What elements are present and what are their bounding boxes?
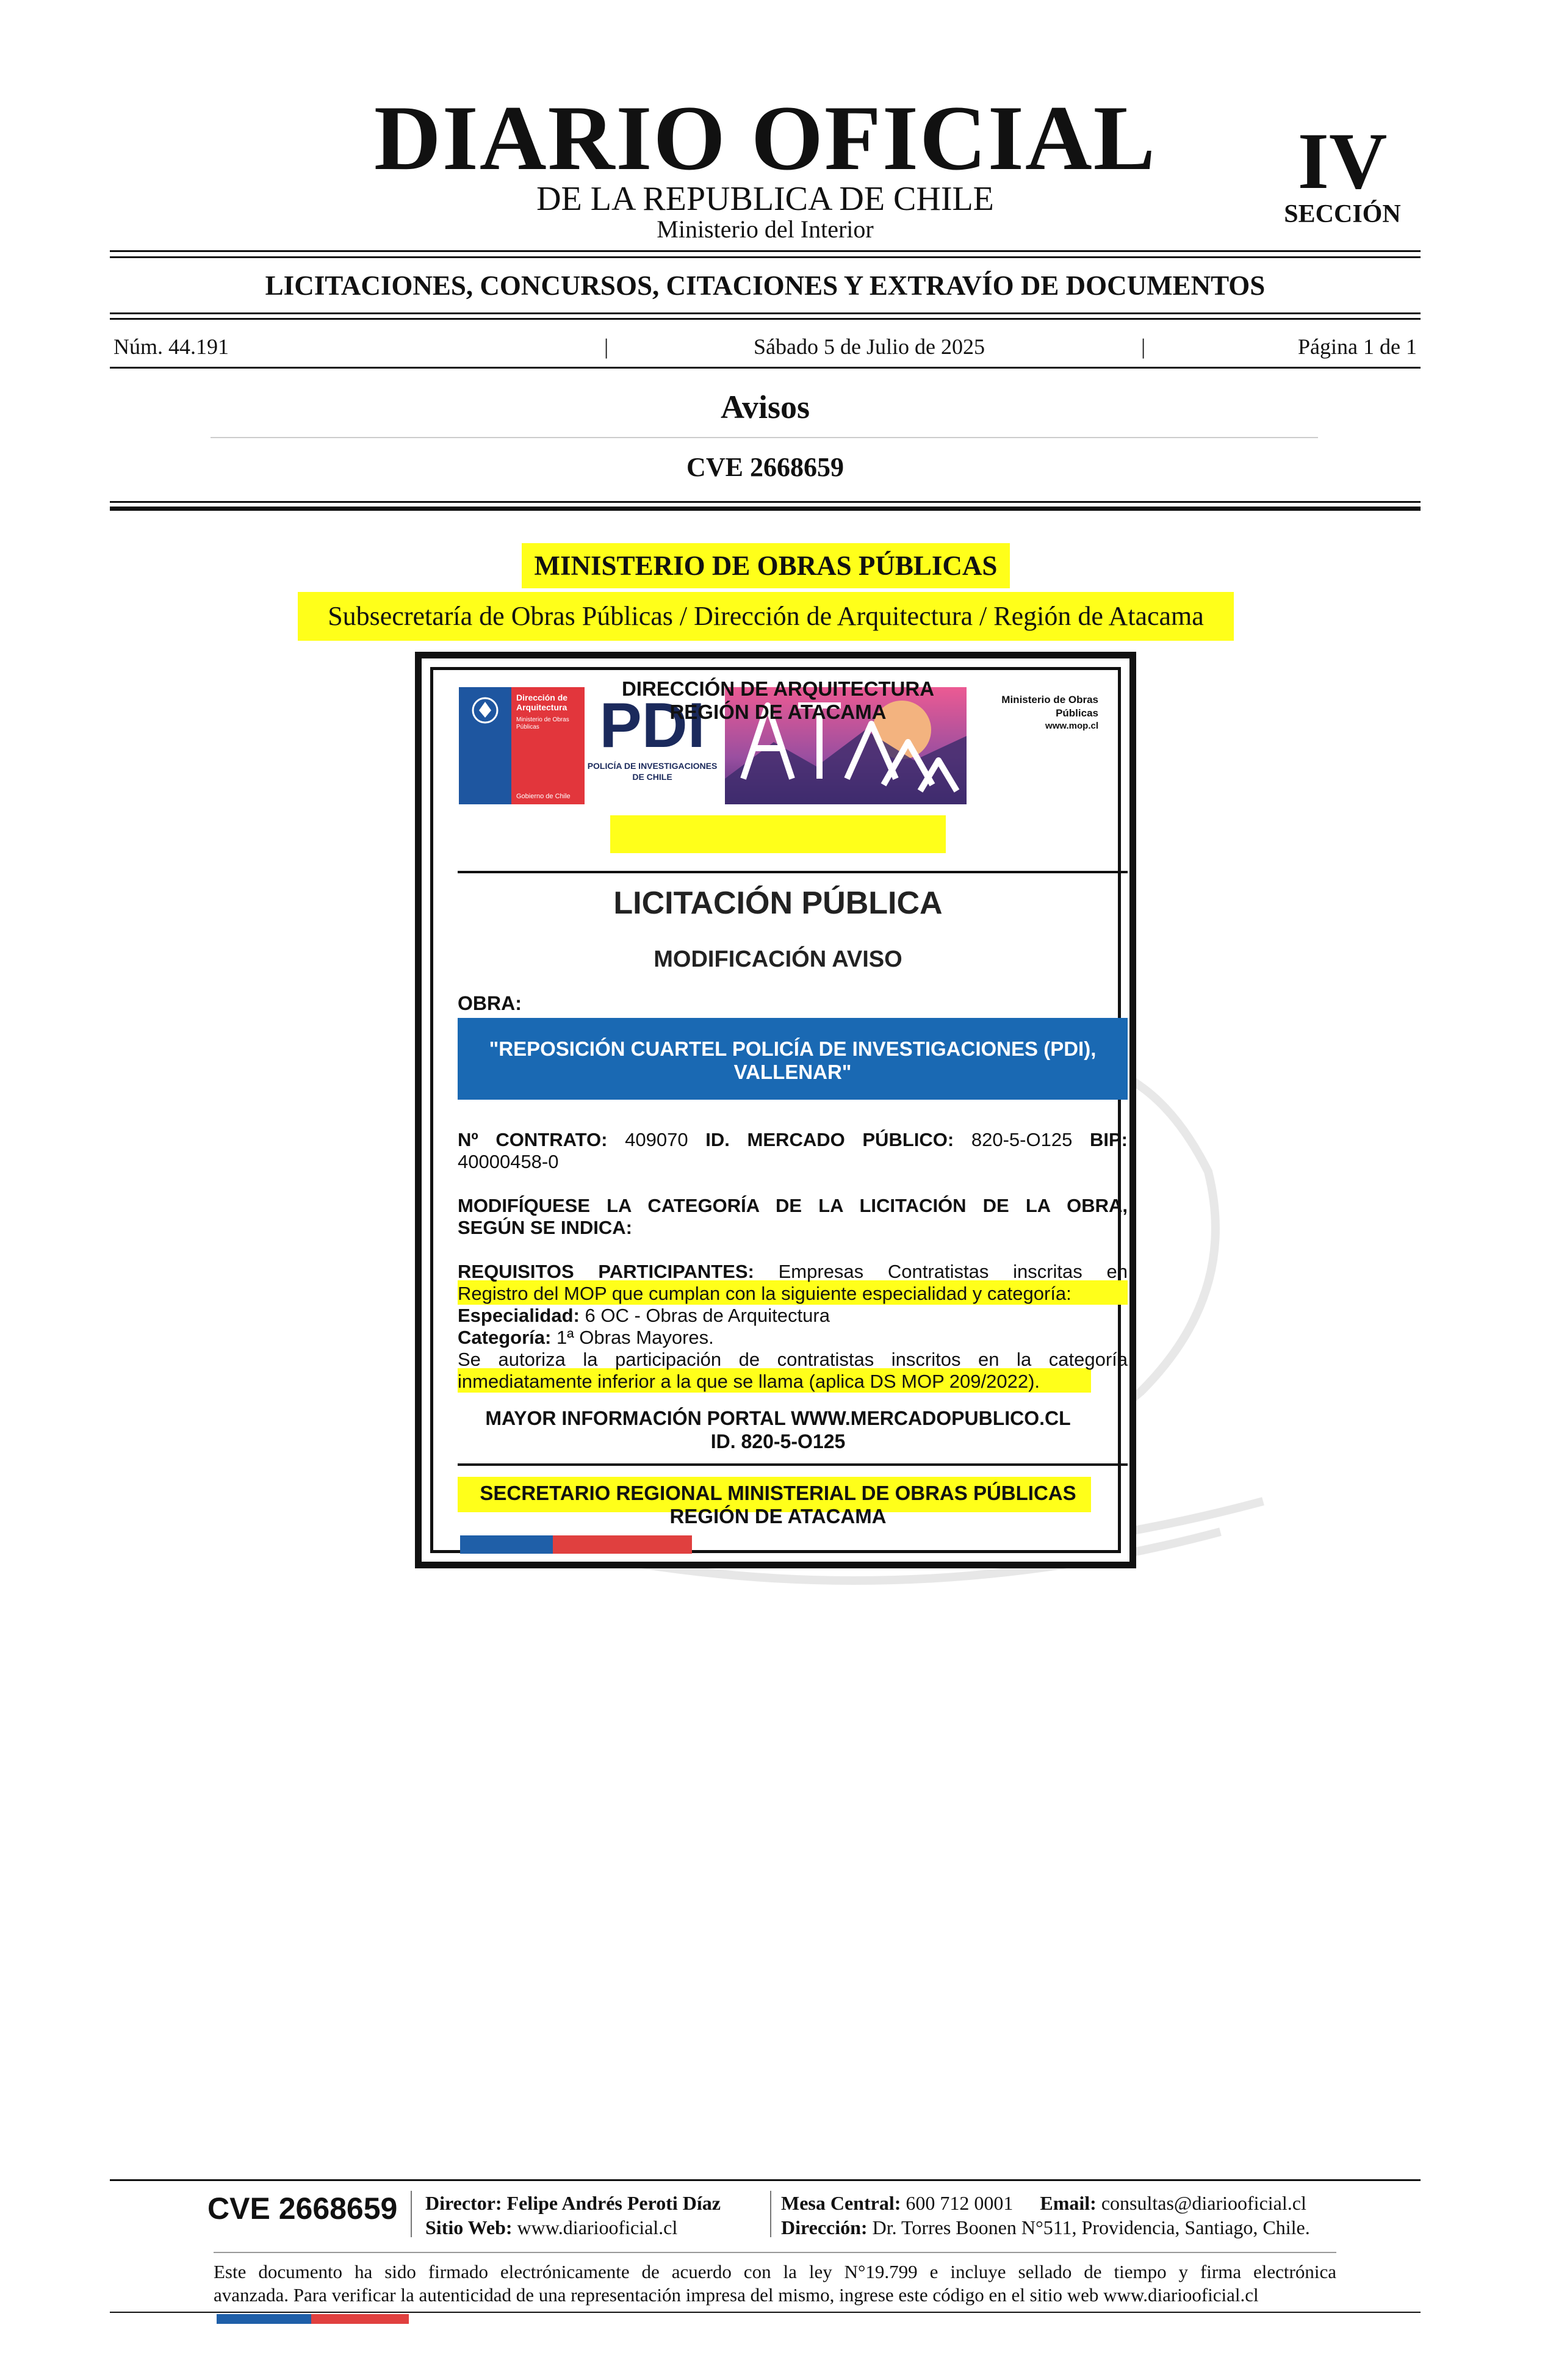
notice-category: Avisos xyxy=(720,389,810,425)
pdi-logo-sub1: POLICÍA DE INVESTIGACIONES xyxy=(587,761,718,771)
footer-bottom-rule xyxy=(110,2312,1421,2313)
gob-logo-footer: Gobierno de Chile xyxy=(516,793,571,800)
footer-contact xyxy=(781,2193,1306,2213)
requisitos-line1 xyxy=(458,1261,1128,1283)
footer-separator xyxy=(411,2191,412,2237)
pdi-logo-sub2: DE CHILE xyxy=(632,772,672,782)
newspaper-title: DIARIO OFICIAL xyxy=(373,87,1157,189)
edition-separator: | xyxy=(1141,334,1146,359)
section-heading-rule-2 xyxy=(110,318,1421,320)
mercado-value: 820-5-O125 xyxy=(971,1129,1073,1150)
direccion-line1: DIRECCIÓN DE ARQUITECTURA xyxy=(621,677,935,700)
mercado-label: ID. MERCADO PÚBLICO: xyxy=(705,1129,954,1150)
autoriza-line2: inmediatamente inferior a la que se llama (aplica DS MOP 209/2022). xyxy=(458,1371,1040,1392)
edition-number: Núm. 44.191 xyxy=(113,334,229,359)
masthead-rule-top xyxy=(110,250,1421,252)
signature-rule xyxy=(458,1463,1128,1466)
edition-page: Página 1 de 1 xyxy=(1298,334,1417,359)
footer-director-label: Director: xyxy=(425,2192,502,2214)
obra-name-box xyxy=(458,1018,1128,1100)
categoria-label: Categoría: xyxy=(458,1327,552,1348)
section-label: SECCIÓN xyxy=(1284,200,1401,228)
direccion-highlight xyxy=(610,815,946,853)
footer-separator xyxy=(770,2191,771,2237)
category-rule xyxy=(211,437,1318,438)
cve-code: CVE 2668659 xyxy=(686,452,844,482)
more-info-id: ID. 820-5-O125 xyxy=(710,1430,846,1452)
obra-name-line1: "REPOSICIÓN CUARTEL POLICÍA DE INVESTIGACIONES (PDI), xyxy=(489,1037,1097,1060)
footer-rule xyxy=(110,2179,1421,2181)
edition-separator: | xyxy=(604,334,609,359)
footer-website-link[interactable]: www.diariooficial.cl xyxy=(517,2216,678,2238)
requisitos-label: REQUISITOS PARTICIPANTES: xyxy=(458,1261,754,1282)
footer-website-label: Sitio Web: xyxy=(425,2216,513,2238)
footer-website xyxy=(425,2218,677,2237)
signatory-line1: SECRETARIO REGIONAL MINISTERIAL DE OBRAS PÚBLICAS xyxy=(480,1482,1076,1504)
edition-rule xyxy=(110,367,1421,369)
section-number: IV xyxy=(1297,116,1388,206)
autoriza-line1: Se autoriza la participación de contratistas inscritos en la categoría xyxy=(458,1349,1128,1370)
contract-line xyxy=(458,1129,1128,1151)
pdi-logo-text: PDI xyxy=(599,690,705,761)
newspaper-subtitle: DE LA REPUBLICA DE CHILE xyxy=(536,180,994,218)
footer-address xyxy=(781,2218,1310,2237)
footer-mesa-value: 600 712 0001 xyxy=(906,2192,1014,2214)
cve-rule xyxy=(110,501,1421,503)
mop-logo-line2: www.mop.cl xyxy=(1045,721,1098,731)
section-heading-rule xyxy=(110,312,1421,314)
especialidad-value: 6 OC - Obras de Arquitectura xyxy=(585,1305,830,1326)
notice-rule xyxy=(458,871,1128,873)
footer-director-value: Felipe Andrés Peroti Díaz xyxy=(506,2192,721,2214)
bip-value: 40000458-0 xyxy=(458,1151,559,1172)
section-heading: LICITACIONES, CONCURSOS, CITACIONES Y EXTRAVÍO DE DOCUMENTOS xyxy=(265,270,1266,301)
cve-rule-thick xyxy=(110,507,1421,511)
contrato-value: 409070 xyxy=(625,1129,688,1150)
gob-logo-line4: Públicas xyxy=(516,724,539,730)
notice-subtitle: MODIFICACIÓN AVISO xyxy=(654,947,902,972)
flag-bar-icon xyxy=(460,1535,692,1554)
obra-name-line2: VALLENAR" xyxy=(733,1061,852,1083)
categoria-value: 1ª Obras Mayores. xyxy=(556,1327,714,1348)
footer-mesa-label: Mesa Central: xyxy=(781,2192,901,2214)
requisitos-line2: Registro del MOP que cumplan con la siguiente especialidad y categoría: xyxy=(458,1283,1072,1304)
issuer-ministry: MINISTERIO DE OBRAS PÚBLICAS xyxy=(522,543,1010,588)
contrato-label: Nº CONTRATO: xyxy=(458,1129,608,1150)
footer-email-link[interactable]: consultas@diariooficial.cl xyxy=(1101,2192,1306,2214)
gob-logo-line3: Ministerio de Obras xyxy=(516,716,569,723)
edition-date: Sábado 5 de Julio de 2025 xyxy=(754,334,985,359)
disclaimer-line1: Este documento ha sido firmado electrónicamente de acuerdo con la ley N°19.799 e incluye sellado de tiempo y firma electrónica xyxy=(214,2261,1336,2282)
disclaimer-line2: avanzada. Para verificar la autenticidad de una representación impresa del mismo, ingrese este código en el sitio web www.diariooficial.cl xyxy=(214,2284,1259,2306)
footer-thin-rule xyxy=(214,2252,1336,2253)
notice-title: LICITACIÓN PÚBLICA xyxy=(613,885,943,921)
especialidad-label: Especialidad: xyxy=(458,1305,580,1326)
gob-logo-line2: Arquitectura xyxy=(516,702,567,712)
issuer-subsecretaria: Subsecretaría de Obras Públicas / Dirección de Arquitectura / Región de Atacama xyxy=(298,592,1234,641)
obra-label: OBRA: xyxy=(458,992,522,1014)
modifiquese-line2: SEGÚN SE INDICA: xyxy=(458,1217,632,1238)
requisitos-text: Empresas Contratistas inscritas en xyxy=(778,1261,1128,1282)
footer-flag-bar-icon xyxy=(217,2314,409,2324)
modifiquese-line1: MODIFÍQUESE LA CATEGORÍA DE LA LICITACIÓN DE LA OBRA, xyxy=(458,1195,1128,1216)
more-info-line: MAYOR INFORMACIÓN PORTAL WWW.MERCADOPUBLICO.CL xyxy=(485,1407,1071,1429)
direccion-line2: REGIÓN DE ATACAMA xyxy=(669,701,887,723)
masthead-rule-top-2 xyxy=(110,256,1421,258)
footer-address-value: Dr. Torres Boonen N°511, Providencia, Santiago, Chile. xyxy=(872,2216,1310,2238)
footer-cve-code: CVE 2668659 xyxy=(207,2191,398,2226)
tender-notice xyxy=(415,652,1136,1568)
bip-label: BIP: xyxy=(1090,1129,1128,1150)
edition-row xyxy=(110,334,1421,359)
tender-notice-inner xyxy=(430,667,1128,1553)
footer-address-label: Dirección: xyxy=(781,2216,868,2238)
especialidad-line xyxy=(458,1305,1128,1327)
newspaper-ministry: Ministerio del Interior xyxy=(657,215,874,243)
categoria-line xyxy=(458,1327,1128,1349)
footer-email-label: Email: xyxy=(1040,2192,1097,2214)
signatory-line2: REGIÓN DE ATACAMA xyxy=(669,1505,887,1527)
gob-logo-line1: Dirección de xyxy=(516,693,568,702)
footer-director xyxy=(425,2193,721,2213)
mop-logo-line1: Ministerio de Obras Públicas xyxy=(1001,694,1098,719)
